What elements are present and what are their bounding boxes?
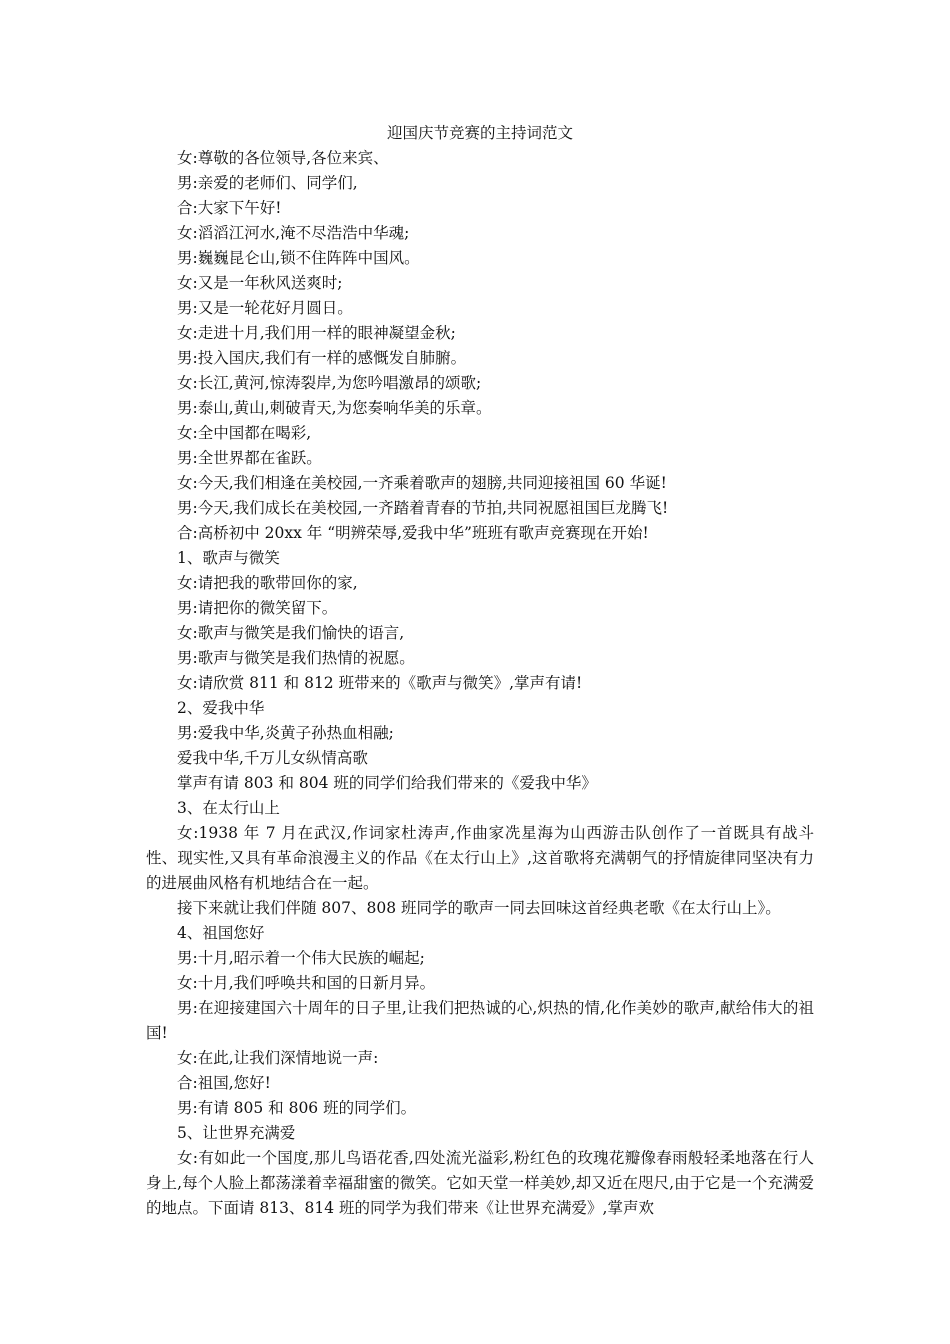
document-page	[146, 121, 814, 1221]
script-lines-2	[146, 896, 814, 996]
script-line: 合:祖国,您好!	[177, 1074, 271, 1092]
script-line: 男:今天,我们成长在美校园,一齐踏着青春的节拍,共同祝愿祖国巨龙腾飞!	[177, 499, 669, 517]
script-line: 女:十月,我们呼唤共和国的日新月异。	[177, 974, 436, 992]
script-line: 合:高桥初中 20xx 年 “明辨荣辱,爱我中华”班班有歌声竞赛现在开始!	[177, 524, 649, 542]
script-line: 合:大家下午好!	[177, 199, 282, 217]
script-line: 男:有请 805 和 806 班的同学们。	[177, 1099, 417, 1117]
section-heading: 4、祖国您好	[177, 924, 265, 942]
script-line: 接下来就让我们伴随 807、808 班同学的歌声一同去回味这首经典老歌《在太行山上》。	[177, 899, 781, 917]
paragraph-taihang: 女:1938 年 7 月在武汉,作词家杜涛声,作曲家冼星海为山西游击队创作了一首既具有战斗性、现实性,又具有革命浪漫主义的作品《在太行山上》,这首歌将充满朝气的抒情旋律同坚决有力的进展曲风格有机地结合在一起。	[146, 824, 814, 892]
script-line: 男:投入国庆,我们有一样的感慨发自肺腑。	[177, 349, 467, 367]
section-heading: 3、在太行山上	[177, 799, 280, 817]
document-title: 迎国庆节竞赛的主持词范文	[386, 124, 573, 142]
script-line: 爱我中华,千万儿女纵情高歌	[177, 749, 368, 767]
paragraph-love: 女:有如此一个国度,那儿鸟语花香,四处流光溢彩,粉红色的玫瑰花瓣像春雨般轻柔地落在行人身上,每个人脸上都荡漾着幸福甜蜜的微笑。它如天堂一样美妙,却又近在咫尺,由于它是一个充满爱的地点。下面请 813、814 班的同学为我们带来《让世界充满爱》,掌声欢	[146, 1149, 814, 1217]
section-heading: 2、爱我中华	[177, 699, 265, 717]
section-heading: 5、让世界充满爱	[177, 1124, 296, 1142]
script-lines	[146, 146, 814, 821]
script-line: 女:今天,我们相逢在美校园,一齐乘着歌声的翅膀,共同迎接祖国 60 华诞!	[177, 474, 667, 492]
section-heading: 1、歌声与微笑	[177, 549, 280, 567]
script-line: 女:在此,让我们深情地说一声:	[177, 1049, 379, 1067]
script-line: 女:又是一年秋风送爽时;	[177, 274, 343, 292]
script-line: 男:歌声与微笑是我们热情的祝愿。	[177, 649, 415, 667]
script-line: 女:走进十月,我们用一样的眼神凝望金秋;	[177, 324, 456, 342]
script-line: 女:长江,黄河,惊涛裂岸,为您吟唱激昂的颂歌;	[177, 374, 482, 392]
script-line: 男:又是一轮花好月圆日。	[177, 299, 353, 317]
script-line: 女:请把我的歌带回你的家,	[177, 574, 358, 592]
script-line: 男:请把你的微笑留下。	[177, 599, 338, 617]
script-line: 男:亲爱的老师们、同学们,	[177, 174, 358, 192]
script-line: 男:全世界都在雀跃。	[177, 449, 322, 467]
script-line: 男:泰山,黄山,刺破青天,为您奏响华美的乐章。	[177, 399, 492, 417]
script-line: 男:爱我中华,炎黄子孙热血相融;	[177, 724, 394, 742]
script-line: 男:十月,昭示着一个伟大民族的崛起;	[177, 949, 425, 967]
script-line: 女:请欣赏 811 和 812 班带来的《歌声与微笑》,掌声有请!	[177, 674, 583, 692]
script-lines-3	[146, 1046, 814, 1146]
script-line: 掌声有请 803 和 804 班的同学们给我们带来的《爱我中华》	[177, 774, 597, 792]
script-line: 男:巍巍昆仑山,锁不住阵阵中国风。	[177, 249, 420, 267]
script-line: 女:全中国都在喝彩,	[177, 424, 312, 442]
script-line: 女:歌声与微笑是我们愉快的语言,	[177, 624, 405, 642]
paragraph-birthday: 男:在迎接建国六十周年的日子里,让我们把热诚的心,炽热的情,化作美妙的歌声,献给伟大的祖国!	[146, 999, 814, 1042]
script-line: 女:滔滔江河水,淹不尽浩浩中华魂;	[177, 224, 410, 242]
script-line: 女:尊敬的各位领导,各位来宾、	[177, 149, 389, 167]
